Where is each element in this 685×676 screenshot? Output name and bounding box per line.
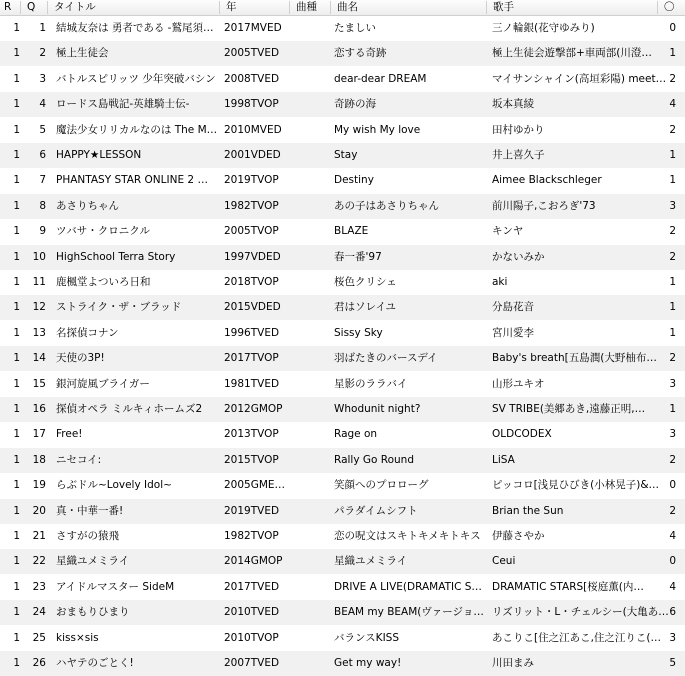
cell-title: ハヤテのごとく! [56,657,134,669]
cell-year: 2019TVED [224,504,280,517]
cell-year: 1998TVOP [224,98,279,111]
cell-year: 1981TVED [224,377,280,390]
cell-artist: 分島花音 [492,301,534,314]
cell-r: 1 [13,326,20,339]
cell-title: HAPPY★LESSON [56,149,142,161]
cell-title: ニセコイ: [56,453,102,466]
cell-q: 18 [32,453,46,466]
table-row[interactable] [0,321,685,346]
cell-kind [294,321,328,346]
cell-song: BLAZE [334,225,369,238]
cell-kind [294,168,328,193]
cell-year: 2013TVOP [224,428,279,441]
cell-o: 0 [669,22,676,34]
cell-song: 恋する奇跡 [334,47,387,60]
cell-artist: Ceui [492,555,516,568]
cell-artist: 坂本真綾 [492,98,534,111]
cell-r: 1 [13,555,20,568]
cell-title: 探偵オペラ ミルキィホームズ2 [56,403,203,415]
cell-title: 銀河旋風ブライガー [56,377,150,390]
cell-q: 23 [32,580,46,593]
cell-song: バランスKISS [334,631,399,644]
cell-artist: あこりこ[住之江あこ,住之江りこ(… [492,631,662,644]
cell-o: 5 [669,657,676,669]
cell-artist: OLDCODEX [492,428,552,441]
cell-r: 1 [13,403,20,415]
cell-r: 1 [13,123,20,136]
cell-q: 24 [32,606,46,619]
cell-q: 25 [32,631,46,644]
cell-r: 1 [13,428,20,441]
cell-year: 2005GME… [224,479,286,492]
cell-r: 1 [13,301,20,314]
cell-o: 2 [669,453,676,466]
table-row[interactable] [0,168,685,193]
cell-kind [294,651,328,676]
cell-kind [294,626,328,651]
cell-kind [294,575,328,600]
cell-r: 1 [13,72,20,85]
table-row[interactable] [0,499,685,524]
cell-o: 2 [669,225,676,238]
cell-title: 天使の3P! [56,352,105,365]
cell-title: PHANTASY STAR ONLINE 2 … [56,174,208,187]
cell-artist: DRAMATIC STARS[桜庭薫(内… [492,580,644,593]
cell-song: 恋の呪文はスキトキメキトキス [334,530,481,542]
cell-kind [294,67,328,92]
cell-r: 1 [13,657,20,669]
cell-title: 極上生徒会 [56,47,109,60]
cell-kind [294,372,328,397]
cell-song: Destiny [334,174,374,187]
cell-title: kiss×sis [56,631,99,644]
cell-kind [294,600,328,625]
cell-artist: Baby's breath[五島潤(大野柚布… [492,352,657,365]
cell-kind [294,524,328,549]
cell-q: 1 [39,22,46,34]
cell-o: 2 [669,504,676,517]
table-row[interactable] [0,549,685,574]
cell-song: 奇跡の海 [334,98,376,111]
column-divider[interactable] [47,1,48,14]
cell-song: BEAM my BEAM(ヴァージョ… [334,606,484,619]
column-divider[interactable] [20,1,21,14]
table-row[interactable] [0,219,685,244]
column-divider[interactable] [219,1,220,14]
cell-q: 4 [39,98,46,111]
cell-year: 2017TVOP [224,352,279,365]
cell-title: おまもりひまり [56,606,130,619]
cell-r: 1 [13,479,20,492]
cell-artist: Brian the Sun [492,504,564,517]
table-row[interactable] [0,143,685,168]
cell-r: 1 [13,199,20,212]
cell-year: 2010TVED [224,606,280,619]
cell-artist: aki [492,276,508,288]
table-row[interactable] [0,473,685,498]
table-row[interactable] [0,575,685,600]
table-row[interactable] [0,92,685,117]
column-header-artist[interactable]: 歌手 [493,1,514,13]
cell-q: 16 [32,403,46,415]
cell-q: 11 [32,276,46,288]
cell-q: 9 [39,225,46,238]
cell-o: 6 [669,606,676,619]
cell-song: 星影のララバイ [334,377,408,390]
table-row[interactable] [0,16,685,41]
cell-r: 1 [13,174,20,187]
cell-year: 2005TVOP [224,225,279,238]
cell-kind [294,245,328,270]
cell-o: 2 [669,250,676,263]
table-row[interactable] [0,651,685,676]
table-row[interactable] [0,397,685,422]
column-header-r[interactable]: R [4,1,12,13]
cell-year: 1982TVOP [224,199,279,212]
table-row[interactable] [0,295,685,320]
table-row[interactable] [0,422,685,447]
cell-artist: LiSA [492,453,515,466]
cell-o: 2 [669,352,676,365]
cell-song: My wish My love [334,123,421,136]
cell-o: 2 [669,72,676,85]
cell-kind [294,16,328,41]
cell-year: 2001VDED [224,149,281,161]
cell-r: 1 [13,530,20,542]
column-divider[interactable] [330,1,331,14]
cell-o: 0 [669,479,676,492]
table-row[interactable] [0,118,685,143]
cell-kind [294,346,328,371]
cell-title: 真・中華一番! [56,504,124,517]
cell-song: 星織ユメミライ [334,555,408,568]
cell-o: 1 [669,403,676,415]
cell-r: 1 [13,504,20,517]
cell-artist: リズリット・L・チェルシー(大亀あ… [492,606,669,619]
cell-year: 2017MVED [224,22,282,34]
cell-song: DRIVE A LIVE(DRAMATIC S… [334,580,482,593]
cell-kind [294,118,328,143]
cell-artist: Aimee Blackschleger [492,174,602,187]
table-row[interactable] [0,372,685,397]
cell-kind [294,41,328,66]
cell-kind [294,549,328,574]
cell-artist: 三ノ輪銀(花守ゆみり) [492,22,595,34]
cell-o: 3 [669,377,676,390]
cell-o: 4 [669,98,676,111]
cell-o: 0 [669,555,676,568]
column-divider[interactable] [486,1,487,14]
cell-o: 3 [669,631,676,644]
cell-r: 1 [13,276,20,288]
cell-q: 19 [32,479,46,492]
cell-song: Sissy Sky [334,326,383,339]
cell-year: 1996TVED [224,326,280,339]
cell-o: 1 [669,276,676,288]
cell-artist: 前川陽子,こおろぎ'73 [492,199,596,212]
cell-year: 2007TVED [224,657,280,669]
cell-year: 2015VDED [224,301,281,314]
cell-r: 1 [13,22,20,34]
cell-year: 2017TVED [224,580,280,593]
cell-q: 6 [39,149,46,161]
cell-q: 15 [32,377,46,390]
cell-q: 14 [32,352,46,365]
cell-year: 2015TVOP [224,453,279,466]
cell-artist: 伊藤さやか [492,530,545,542]
table-row[interactable] [0,245,685,270]
cell-r: 1 [13,98,20,111]
cell-q: 13 [32,326,46,339]
cell-o: 4 [669,530,676,542]
cell-song: Rage on [334,428,378,441]
cell-song: 桜色クリシェ [334,276,397,288]
column-header-year[interactable]: 年 [226,1,237,13]
column-divider[interactable] [289,1,290,14]
cell-r: 1 [13,631,20,644]
table-row[interactable] [0,67,685,92]
cell-kind [294,194,328,219]
cell-q: 20 [32,504,46,517]
column-header-kind[interactable]: 曲種 [296,1,317,13]
cell-title: 鹿楓堂よついろ日和 [56,276,151,288]
cell-r: 1 [13,250,20,263]
cell-kind [294,422,328,447]
cell-song: Get my way! [334,657,402,669]
table-row[interactable] [0,626,685,651]
cell-o: 3 [669,199,676,212]
cell-year: 2010MVED [224,123,282,136]
cell-title: 魔法少女リリカルなのは The M… [56,123,218,136]
cell-song: パラダイムシフト [334,504,418,517]
cell-artist: キンヤ [492,225,524,238]
cell-year: 2012GMOP [224,403,283,415]
cell-artist: マイサンシャイン(高垣彩陽) meet… [492,72,667,85]
cell-r: 1 [13,606,20,619]
cell-title: ツバサ・クロニクル [56,225,150,238]
cell-o: 1 [669,47,676,60]
cell-kind [294,473,328,498]
cell-song: 笑顔へのプロローグ [334,479,429,492]
cell-song: たましい [334,22,376,34]
table-row[interactable] [0,194,685,219]
cell-r: 1 [13,453,20,466]
cell-artist: 川田まみ [492,657,534,669]
cell-o: 1 [669,326,676,339]
cell-song: Stay [334,149,358,161]
column-header-q[interactable]: Q [27,1,36,13]
cell-title: 星織ユメミライ [56,555,130,568]
table-row[interactable] [0,346,685,371]
cell-artist: 極上生徒会遊撃部+車両部(川澄… [492,47,652,60]
cell-title: ストライク・ザ・ブラッド [56,301,182,314]
cell-q: 8 [39,199,46,212]
cell-artist: 宮川愛李 [492,326,534,339]
cell-kind [294,295,328,320]
cell-r: 1 [13,580,20,593]
cell-r: 1 [13,352,20,365]
cell-year: 2014GMOP [224,555,283,568]
cell-kind [294,499,328,524]
cell-artist: 田村ゆかり [492,123,545,136]
cell-q: 7 [39,174,46,187]
cell-q: 12 [32,301,46,314]
cell-year: 2010TVOP [224,631,279,644]
cell-title: アイドルマスター SideM [56,580,175,593]
column-header-o[interactable]: 〇 [664,1,675,13]
column-header-song[interactable]: 曲名 [337,1,358,13]
cell-kind [294,219,328,244]
cell-title: バトルスピリッツ 少年突破バシン [56,72,216,85]
table-row[interactable] [0,600,685,625]
cell-artist: 井上喜久子 [492,149,545,161]
cell-kind [294,397,328,422]
cell-kind [294,92,328,117]
table-row[interactable] [0,270,685,295]
cell-q: 17 [32,428,46,441]
column-divider[interactable] [657,1,658,14]
cell-o: 4 [669,580,676,593]
cell-song: 君はソレイユ [334,301,397,314]
cell-year: 2008TVED [224,72,280,85]
cell-song: 羽ばたきのバースデイ [334,352,438,365]
cell-kind [294,270,328,295]
cell-year: 2019TVOP [224,174,279,187]
column-header-title[interactable]: タイトル [54,1,96,13]
cell-title: らぶドル~Lovely Idol~ [56,479,172,492]
cell-title: 名探偵コナン [56,326,119,339]
cell-r: 1 [13,225,20,238]
cell-q: 22 [32,555,46,568]
cell-song: あの子はあさりちゃん [334,199,439,212]
table-row[interactable] [0,448,685,473]
table-row[interactable] [0,41,685,66]
cell-o: 1 [669,174,676,187]
cell-title: ロードス島戦記-英雄騎士伝- [56,98,190,111]
cell-artist: かないみか [492,250,545,263]
cell-r: 1 [13,47,20,60]
cell-title: あさりちゃん [56,199,119,212]
cell-o: 1 [669,301,676,314]
cell-title: 結城友奈は 勇者である -鷲尾須… [56,22,214,34]
cell-year: 2005TVED [224,47,280,60]
cell-r: 1 [13,149,20,161]
cell-artist: 山形ユキオ [492,377,545,390]
cell-artist: ピッコロ[浅見ひびき(小林晃子)&… [492,479,660,492]
cell-song: Whodunit night? [334,403,421,415]
cell-title: HighSchool Terra Story [56,250,176,263]
cell-q: 10 [32,250,46,263]
cell-song: Rally Go Round [334,453,415,466]
cell-artist: SV TRIBE(美郷あき,遠藤正明,… [492,403,646,415]
cell-q: 26 [32,657,46,669]
cell-song: dear-dear DREAM [334,72,427,85]
cell-kind [294,448,328,473]
cell-year: 1982TVOP [224,530,279,542]
cell-year: 1997VDED [224,250,281,263]
cell-year: 2018TVOP [224,276,279,288]
cell-q: 3 [39,72,46,85]
cell-o: 1 [669,149,676,161]
cell-song: 春一番'97 [334,250,382,263]
cell-r: 1 [13,377,20,390]
cell-q: 21 [32,530,46,542]
column-header-row [0,0,685,16]
cell-q: 2 [39,47,46,60]
cell-title: さすがの猿飛 [56,530,119,542]
cell-o: 2 [669,123,676,136]
table-row[interactable] [0,524,685,549]
cell-q: 5 [39,123,46,136]
cell-o: 3 [669,428,676,441]
cell-kind [294,143,328,168]
cell-title: Free! [56,428,83,441]
